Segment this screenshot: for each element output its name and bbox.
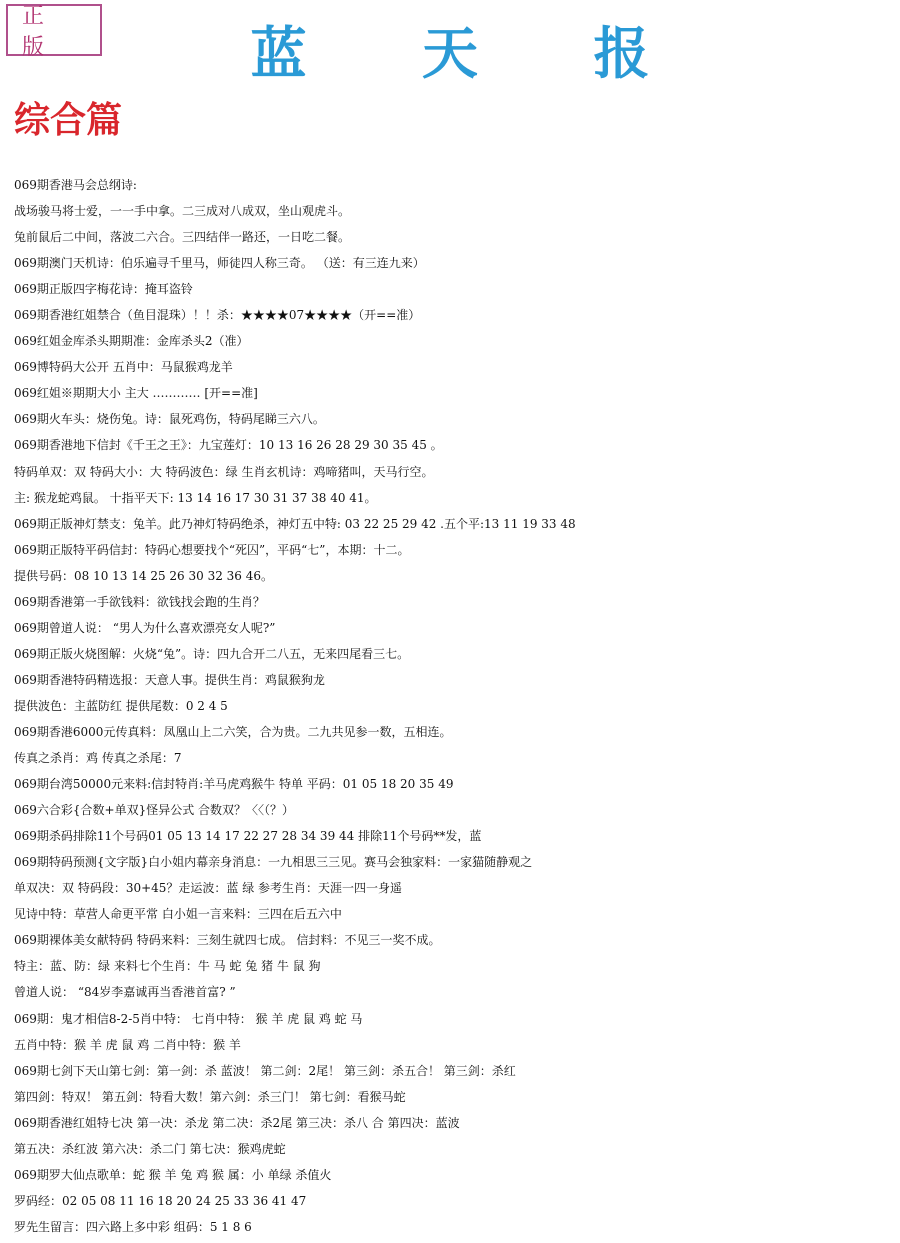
text-line: 单双决：双 特码段：30+45？走运波：蓝 绿 参考生肖：天涯一四一身遥 (14, 881, 403, 896)
newspaper-title: 蓝 天 报 (250, 21, 698, 87)
article-body (14, 172, 900, 1240)
text-line: 曾道人说： “84岁李嘉诚再当香港首富? ” (14, 985, 236, 1000)
text-line: 罗码经：02 05 08 11 16 18 20 24 25 33 36 41 47 (14, 1193, 307, 1208)
text-line: 069期罗大仙点歌单：蛇 猴 羊 兔 鸡 猴 属：小 单绿 杀值火 (14, 1167, 332, 1182)
text-line: 069博特码大公开 五肖中：马鼠猴鸡龙羊 (14, 360, 233, 375)
text-line: 069期特码预测{文字版}白小姐内幕亲身消息：一九相思三三见。赛马会独家料：一家猫随静观之 (14, 855, 533, 870)
text-line: 069期正版火烧图解：火烧“兔”。诗：四九合开二八五，无来四尾看三七。 (14, 646, 410, 661)
text-line: 特主：蓝、防：绿 来料七个生肖：牛 马 蛇 兔 猪 牛 鼠 狗 (14, 959, 321, 974)
text-line: 第四剑：特双！ 第五剑：特看大数！第六剑：杀三门！ 第七剑：看猴马蛇 (14, 1089, 406, 1104)
text-line: 069期火车头：烧伤兔。诗：鼠死鸡伤，特码尾睇三六八。 (14, 412, 325, 427)
text-line: 069期裸体美女献特码 特码来料：三刻生就四七成。 信封料：不见三一奖不成。 (14, 933, 441, 948)
text-line: 兔前鼠后二中间，落波二六合。三四结伴一路还，一日吃二餐。 (14, 230, 351, 245)
text-line: 069期杀码排除11个号码01 05 13 14 17 22 27 28 34 39 44 排除11个号码**发，蓝 (14, 829, 482, 844)
text-line: 069期：鬼才相信8-2-5肖中特： 七肖中特： 猴 羊 虎 鼠 鸡 蛇 马 (14, 1011, 363, 1026)
text-line: 第五决：杀红波 第六决：杀二门 第七决：猴鸡虎蛇 (14, 1141, 286, 1156)
text-line: 战场骏马将士爱，一一手中拿。二三成对八成双，坐山观虎斗。 (14, 204, 351, 219)
text-line: 069期香港6000元传真料：凤凰山上二六笑，合为贵。二九共见参一数，五相连。 (14, 724, 452, 739)
text-line: 069期香港第一手欲钱料：欲钱找会跑的生肖？ (14, 594, 265, 609)
text-line: 069期正版神灯禁支：兔羊。此乃神灯特码绝杀，神灯五中特: 03 22 25 29 42 .五个平:13 11 19 33 48 (14, 516, 576, 531)
text-line: 特码单双：双 特码大小：大 特码波色：绿 生肖玄机诗：鸡啼猪叫，天马行空。 (14, 464, 434, 479)
text-line: 主: 猴龙蛇鸡鼠。 十指平天下: 13 14 16 17 30 31 37 38 40 41。 (14, 490, 377, 505)
text-line: 罗先生留言：四六路上多中彩 组码：5 1 8 6 (14, 1219, 252, 1234)
text-line: 069期香港地下信封《千王之王》：九宝莲灯：10 13 16 26 28 29 30 35 45 。 (14, 438, 443, 453)
text-line: 069期曾道人说： “男人为什么喜欢漂亮女人呢?” (14, 620, 276, 635)
text-line: 069期七剑下天山第七剑：第一剑：杀 蓝波！ 第二剑：2尾！ 第三剑：杀五合！ 第三剑：杀红 (14, 1063, 516, 1078)
text-line: 069期正版特平码信封：特码心想要找个“死囚”，平码“七”，本期：十二。 (14, 542, 410, 557)
text-line: 提供号码：08 10 13 14 25 26 30 32 36 46。 (14, 568, 274, 583)
text-line: 069期香港特码精选报：天意人事。提供生肖：鸡鼠猴狗龙 (14, 672, 325, 687)
text-line: 069期香港马会总纲诗: (14, 178, 137, 192)
text-line: 069期香港红姐特七决 第一决：杀龙 第二决：杀2尾 第三决：杀八 合 第四决：蓝波 (14, 1115, 460, 1130)
text-line: 069六合彩{合数+单双}怪异公式 合数双？〈〈（？） (14, 803, 295, 818)
text-line: 五肖中特：猴 羊 虎 鼠 鸡 二肖中特：猴 羊 (14, 1037, 241, 1052)
text-line: 069红姐金库杀头期期准：金库杀头2（准） (14, 334, 249, 349)
text-line: 提供波色：主蓝防红 提供尾数：0 2 4 5 (14, 698, 228, 713)
text-line: 069期台湾50000元来料:信封特肖:羊马虎鸡猴牛 特单 平码：01 05 18 20 35 49 (14, 777, 454, 792)
text-line: 传真之杀肖：鸡 传真之杀尾：7 (14, 751, 182, 766)
section-heading: 综合篇 (14, 99, 123, 141)
text-line: 见诗中特：草营人命更平常 白小姐一言来料：三四在后五六中 (14, 907, 342, 922)
text-line: 069红姐※期期大小 主大 ………… [开==准] (14, 386, 258, 401)
text-line: 069期香港红姐禁合（鱼目混珠）！！杀：★★★★07★★★★（开==准） (14, 308, 421, 323)
text-line: 069期澳门天机诗：伯乐遍寻千里马，师徒四人称三奇。 （送：有三连九来） (14, 256, 425, 271)
text-line: 069期正版四字梅花诗：掩耳盗铃 (14, 282, 193, 297)
authentic-edition-badge: 正 版 (6, 4, 102, 56)
